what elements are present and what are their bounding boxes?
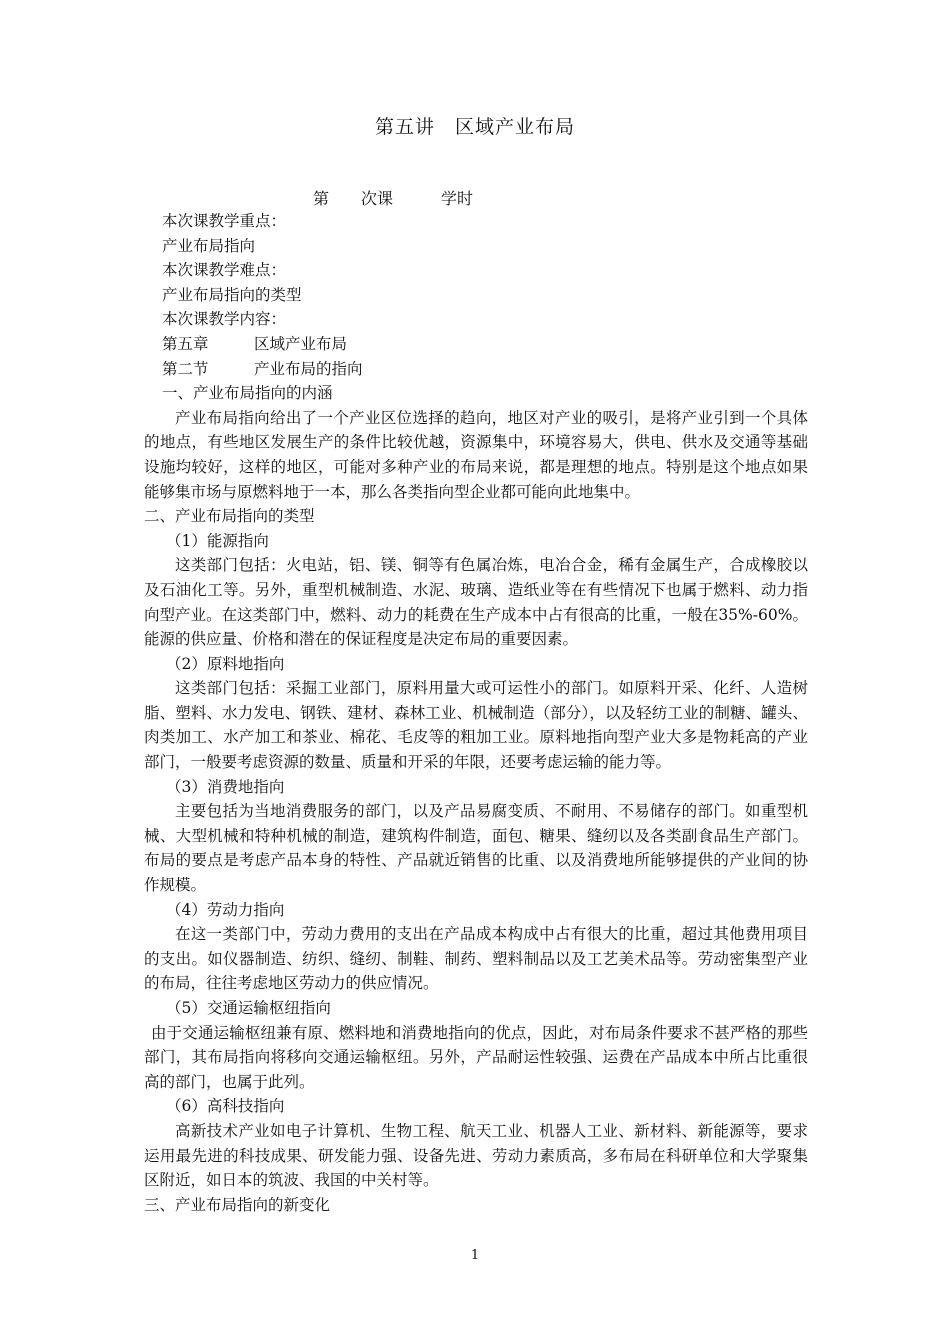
hightech-heading: （6）高科技指向: [166, 1097, 285, 1116]
part1-paragraph: 产业布局指向给出了一个产业区位选择的趋向，地区对产业的吸引，是将产业引到一个具体的地点，有些地区发展生产的条件比较优越，资源集中，环境容易大，供电、供水及交通等基础设施均较好，这样的地区，可能对多种产业的布局来说，都是理想的地点。特别是这个地点如果能够集市场与原燃料地于一本，那么各类指向型企业都可能向此地集中。: [144, 408, 808, 501]
part2-heading: 二、产业布局指向的类型: [144, 507, 315, 526]
energy-heading: （1）能源指向: [166, 531, 269, 550]
energy-paragraph: 这类部门包括：火电站，铝、镁、铜等有色属冶炼，电冶合金，稀有金属生产，合成橡胶以及石油化工等。另外，重型机械制造、水泥、玻璃、造纸业等在有些情况下也属于燃料、动力指向型产业。在这类部门中，燃料、动力的耗费在生产成本中占有很高的比重，一般在35%-60%。能源的供应量、价格和潜在的保证程度是决定布局的重要因素。: [144, 556, 808, 649]
part1-heading: 一、产业布局指向的内涵: [162, 384, 333, 403]
chapter-name: 区域产业布局: [254, 334, 348, 353]
content-label: 本次课教学内容：: [162, 310, 287, 329]
focus-label: 本次课教学重点：: [162, 212, 287, 230]
labor-heading: （4）劳动力指向: [166, 900, 285, 919]
page-number: 1: [470, 1248, 480, 1263]
labor-paragraph: 在这一类部门中，劳动力费用的支出在产品成本构成中占有很大的比重，超过其他费用项目的支出。如仪器制造、纺织、缝纫、制鞋、制药、塑料制品以及工艺美术品等。劳动密集型产业的布局，往往考虑地区劳动力的供应情况。: [144, 925, 808, 993]
section-name: 产业布局的指向: [254, 359, 363, 378]
raw-material-paragraph: 这类部门包括：采掘工业部门，原料用量大或可运性小的部门。如原料开采、化纤、人造树脂、塑料、水力发电、钢铁、建材、森林工业、机械制造（部分），以及轻纺工业的制糖、罐头、肉类加工、水产加工和茶业、棉花、毛皮等的粗加工业。原料地指向型产业大多是物耗高的产业部门，一般要考虑资源的数量、质量和开采的年限，还要考虑运输的能力等。: [144, 679, 808, 772]
raw-material-heading: （2）原料地指向: [166, 654, 285, 673]
hightech-paragraph: 高新技术产业如电子计算机、生物工程、航天工业、机器人工业、新材料、新能源等，要求运用最先进的科技成果、研发能力强、设备先进、劳动力素质高，多布局在科研单位和大学聚集区附近，如日本的筑波、我国的中关村等。: [144, 1121, 808, 1190]
part3-heading: 三、产业布局指向的新变化: [144, 1195, 331, 1214]
section-line: [144, 357, 808, 382]
difficulty-label: 本次课教学难点：: [162, 261, 287, 280]
focus-value: 产业布局指向: [162, 236, 256, 255]
difficulty-value: 产业布局指向的类型: [162, 285, 302, 304]
transport-paragraph: 由于交通运输枢纽兼有原、燃料地和消费地指向的优点，因此，对布局条件要求不甚严格的那些部门，其布局指向将移向交通运输枢纽。另外，产品耐运性较强、运费在产品成本中所占比重很高的部门，也属于此列。: [144, 1023, 808, 1091]
section-number: 第二节: [162, 359, 209, 378]
chapter-number: 第五章: [162, 334, 209, 353]
lesson-info: 第 次课 学时: [313, 189, 474, 208]
chapter-line: [144, 332, 808, 357]
document-body: [144, 209, 808, 1217]
consumer-paragraph: 主要包括为当地消费服务的部门，以及产品易腐变质、不耐用、不易储存的部门。如重型机械、大型机械和特种机械的制造，建筑构件制造，面包、糖果、缝纫以及各类副食品生产部门。布局的要点是考虑产品本身的特性、产品就近销售的比重、以及消费地所能够提供的产业间的协作规模。: [144, 802, 808, 895]
consumer-heading: （3）消费地指向: [166, 777, 285, 796]
transport-heading: （5）交通运输枢纽指向: [166, 999, 331, 1017]
page-title: 第五讲 区域产业布局: [374, 116, 575, 138]
